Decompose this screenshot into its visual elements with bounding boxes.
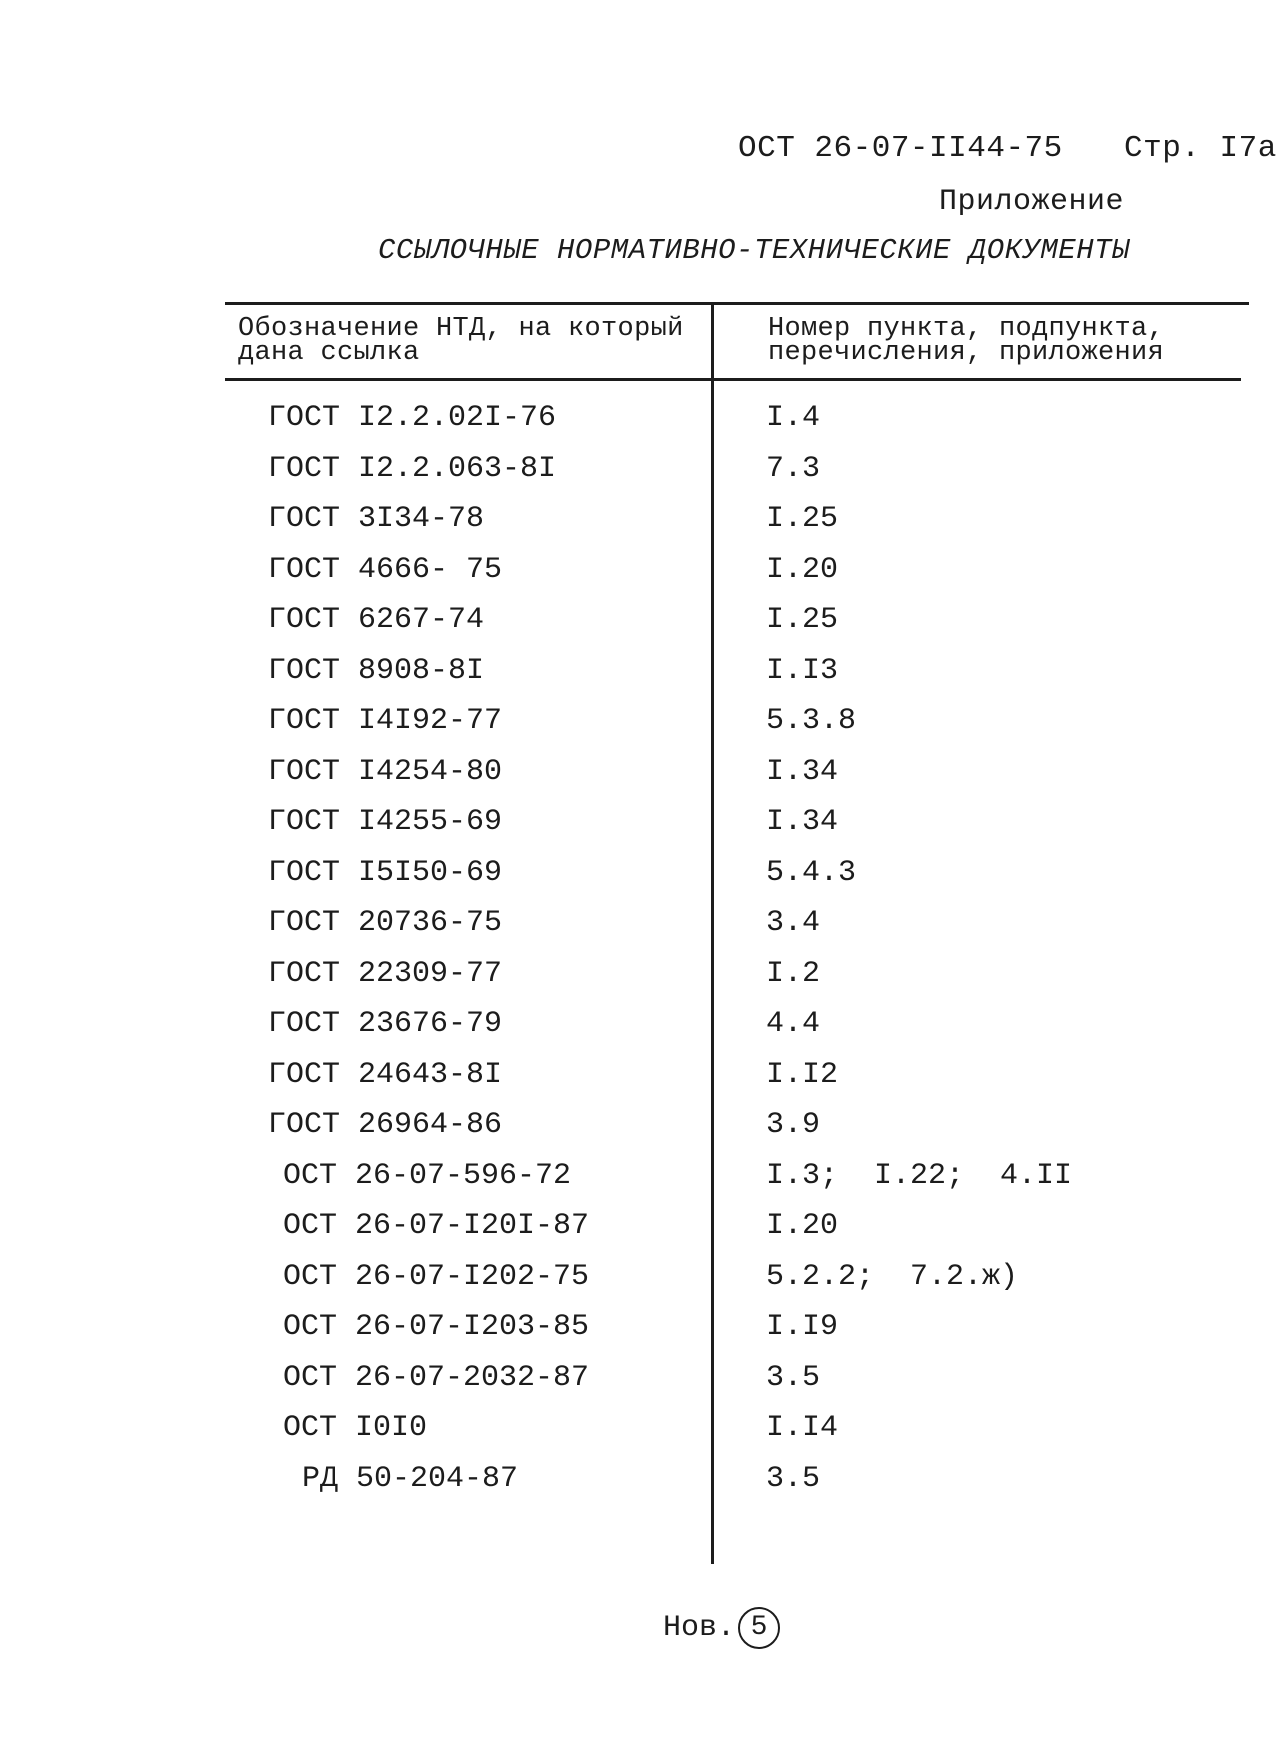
reference-designation: ГОСТ 26964-86: [268, 1108, 503, 1142]
table-row: [0, 1105, 1282, 1156]
revision-number-circle: 5: [738, 1607, 780, 1649]
table-row: [0, 954, 1282, 1005]
column-header-reference-line: Обозначение НТД, на который: [238, 314, 684, 344]
revision-mark: [663, 1607, 780, 1649]
clause-number: I.I2: [766, 1057, 839, 1092]
column-header-reference: [238, 314, 684, 368]
column-header-reference-line: дана ссылка: [238, 338, 420, 368]
clause-number: I.34: [766, 754, 839, 789]
table-row: [0, 1358, 1282, 1409]
reference-designation: ОСТ 26-07-I203-85: [283, 1310, 590, 1344]
reference-designation: ОСТ 26-07-2032-87: [283, 1360, 590, 1395]
clause-number: 5.3.8: [766, 704, 857, 738]
table-row: [0, 1156, 1282, 1207]
clause-number: I.I4: [766, 1411, 839, 1445]
clause-number: 4.4: [766, 1007, 821, 1041]
clause-number: 5.4.3: [766, 855, 857, 890]
reference-designation: ОСТ 26-07-596-72: [283, 1158, 572, 1193]
column-header-clause-line: перечисления, приложения: [768, 338, 1165, 368]
reference-designation: ГОСТ 24643-8I: [268, 1057, 503, 1092]
table-header-rule: [225, 378, 1241, 381]
reference-designation: ГОСТ 23676-79: [268, 1007, 503, 1041]
revision-label: Нов.: [663, 1611, 736, 1645]
table-row: [0, 651, 1282, 702]
table-row: [0, 752, 1282, 803]
reference-designation: ОСТ I0I0: [283, 1411, 428, 1445]
reference-designation: ГОСТ 20736-75: [268, 906, 503, 940]
reference-designation: ГОСТ 6267-74: [268, 603, 485, 637]
document-title: ССЫЛОЧНЫЕ НОРМАТИВНО-ТЕХНИЧЕСКИЕ ДОКУМЕНТЫ: [378, 234, 1130, 267]
column-header-clause-line: Номер пункта, подпункта,: [768, 314, 1165, 344]
table-row: [0, 802, 1282, 853]
reference-designation: ГОСТ I5I50-69: [268, 855, 503, 890]
reference-designation: РД 50-204-87: [302, 1461, 519, 1496]
clause-number: I.25: [766, 502, 839, 536]
page-number: Стр. I7а: [1124, 131, 1277, 166]
reference-table-body: [0, 398, 1282, 1509]
reference-designation: ОСТ 26-07-I202-75: [283, 1259, 590, 1294]
table-row: [0, 1459, 1282, 1510]
appendix-label: Приложение: [939, 185, 1125, 219]
table-row: [0, 1307, 1282, 1358]
clause-number: 7.3: [766, 451, 821, 486]
clause-number: 3.5: [766, 1360, 821, 1395]
clause-number: I.2: [766, 956, 821, 991]
clause-number: 3.9: [766, 1108, 821, 1142]
table-row: [0, 449, 1282, 500]
table-row: [0, 499, 1282, 550]
clause-number: 5.2.2; 7.2.ж): [766, 1259, 1019, 1294]
reference-designation: ГОСТ 4666- 75: [268, 552, 503, 587]
table-row: [0, 1004, 1282, 1055]
reference-designation: ГОСТ I4I92-77: [268, 704, 503, 738]
clause-number: I.20: [766, 552, 839, 587]
table-row: [0, 1055, 1282, 1106]
clause-number: I.34: [766, 805, 839, 839]
table-row: [0, 1206, 1282, 1257]
reference-designation: ГОСТ 8908-8I: [268, 653, 485, 688]
table-row: [0, 600, 1282, 651]
clause-number: I.25: [766, 603, 839, 637]
table-row: [0, 1408, 1282, 1459]
reference-designation: ГОСТ I2.2.063-8I: [268, 451, 557, 486]
column-header-clause: [768, 314, 1165, 368]
document-code: ОСТ 26-07-II44-75: [738, 131, 1063, 166]
reference-designation: ОСТ 26-07-I20I-87: [283, 1209, 590, 1243]
clause-number: I.20: [766, 1209, 839, 1243]
table-top-rule: [225, 302, 1249, 305]
table-row: [0, 1257, 1282, 1308]
reference-designation: ГОСТ I4254-80: [268, 754, 503, 789]
table-row: [0, 701, 1282, 752]
clause-number: 3.5: [766, 1461, 821, 1496]
clause-number: 3.4: [766, 906, 821, 940]
clause-number: I.I3: [766, 653, 839, 688]
table-row: [0, 550, 1282, 601]
reference-designation: ГОСТ I4255-69: [268, 805, 503, 839]
reference-designation: ГОСТ 22309-77: [268, 956, 503, 991]
clause-number: I.4: [766, 401, 821, 435]
table-row: [0, 398, 1282, 449]
clause-number: I.3; I.22; 4.II: [766, 1158, 1073, 1193]
reference-designation: ГОСТ 3I34-78: [268, 502, 485, 536]
clause-number: I.I9: [766, 1310, 839, 1344]
reference-designation: ГОСТ I2.2.02I-76: [268, 401, 557, 435]
table-row: [0, 903, 1282, 954]
table-row: [0, 853, 1282, 904]
